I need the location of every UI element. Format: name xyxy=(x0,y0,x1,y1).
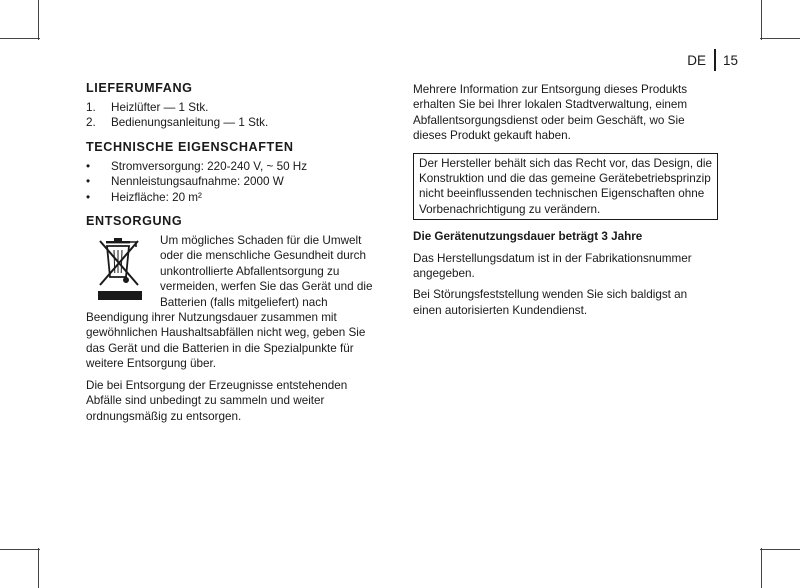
lifetime-statement: Die Gerätenutzungsdauer beträgt 3 Jahre xyxy=(413,230,643,244)
list-item xyxy=(86,115,376,130)
page-header xyxy=(687,48,738,72)
crop-mark xyxy=(761,548,762,588)
spec-list xyxy=(86,159,376,205)
right-column xyxy=(413,80,718,324)
language-code: DE xyxy=(687,52,706,68)
crop-mark xyxy=(38,0,39,40)
crop-mark xyxy=(0,549,40,550)
manufacturer-notice-box: Der Hersteller behält sich das Recht vor, das Design, die Konstruktion und die das gemeine Gerätebetriebsprinzip nicht beeinflussenden technischen Eigenschaften ohne Vorbenachrichtigung zu verändern. xyxy=(413,153,718,221)
list-item xyxy=(86,190,376,205)
bullet: • xyxy=(86,159,91,173)
list-text: Bedienungsanleitung — 1 Stk. xyxy=(111,116,269,130)
crop-mark xyxy=(38,548,39,588)
section-title: ENTSORGUNG xyxy=(86,214,183,229)
crop-mark xyxy=(0,38,40,39)
header-divider xyxy=(714,49,716,71)
section-entsorgung xyxy=(86,213,376,424)
manufacture-date-paragraph: Das Herstellungsdatum ist in der Fabrikationsnummer angegeben. xyxy=(413,251,692,281)
scope-list xyxy=(86,100,376,131)
left-column xyxy=(86,80,376,432)
crop-mark xyxy=(760,38,800,39)
list-item xyxy=(86,174,376,189)
crossed-bin-icon xyxy=(94,235,146,303)
section-title: TECHNISCHE EIGENSCHAFTEN xyxy=(86,139,294,154)
list-text: Heizlüfter — 1 Stk. xyxy=(111,101,209,114)
list-number: 2. xyxy=(86,116,96,130)
disposal-paragraph: Um mögliches Schaden für die Umwelt oder die menschliche Gesundheit durch unkontrollierte Abfallentsorgung zu vermeiden, werfen Sie das Gerät und die Batterien (falls mitgeliefert) nach Beendigung ihrer Nutzungsdauer zusammen mit gewöhnlichen Haushaltsabfällen nicht weg, geben Sie das Gerät und die Batterien in die Spezialpunkte für weitere Entsorgung über. xyxy=(86,234,373,371)
disposal-info-paragraph: Mehrere Information zur Entsorgung dieses Produkts erhalten Sie bei Ihrer lokalen Stadtverwaltung, einem Abfallentsorgungsdienst oder beim Geschäft, wo Sie dieses Produkt gekauft haben. xyxy=(413,83,688,143)
section-title: LIEFERUMFANG xyxy=(86,81,193,95)
list-text: Heizfläche: 20 m² xyxy=(111,190,202,204)
service-paragraph: Bei Störungsfeststellung wenden Sie sich baldigst an einen autorisierten Kundendienst. xyxy=(413,288,688,317)
crop-mark xyxy=(760,549,800,550)
section-technische xyxy=(86,139,376,205)
section-lieferumfang xyxy=(86,80,376,131)
bullet: • xyxy=(86,190,91,204)
disposal-text xyxy=(86,233,376,424)
disposal-paragraph-2: Die bei Entsorgung der Erzeugnisse entstehenden Abfälle sind unbedingt zu sammeln und weiter ordnungsmäßig zu entsorgen. xyxy=(86,378,348,423)
list-text: Nennleistungsaufnahme: 2000 W xyxy=(111,175,284,189)
list-item xyxy=(86,100,376,115)
list-number: 1. xyxy=(86,101,96,114)
list-item xyxy=(86,159,376,174)
crop-mark xyxy=(761,0,762,40)
list-text: Stromversorgung: 220-240 V, ~ 50 Hz xyxy=(111,159,308,173)
page-number: 15 xyxy=(722,52,738,68)
bullet: • xyxy=(86,175,91,189)
